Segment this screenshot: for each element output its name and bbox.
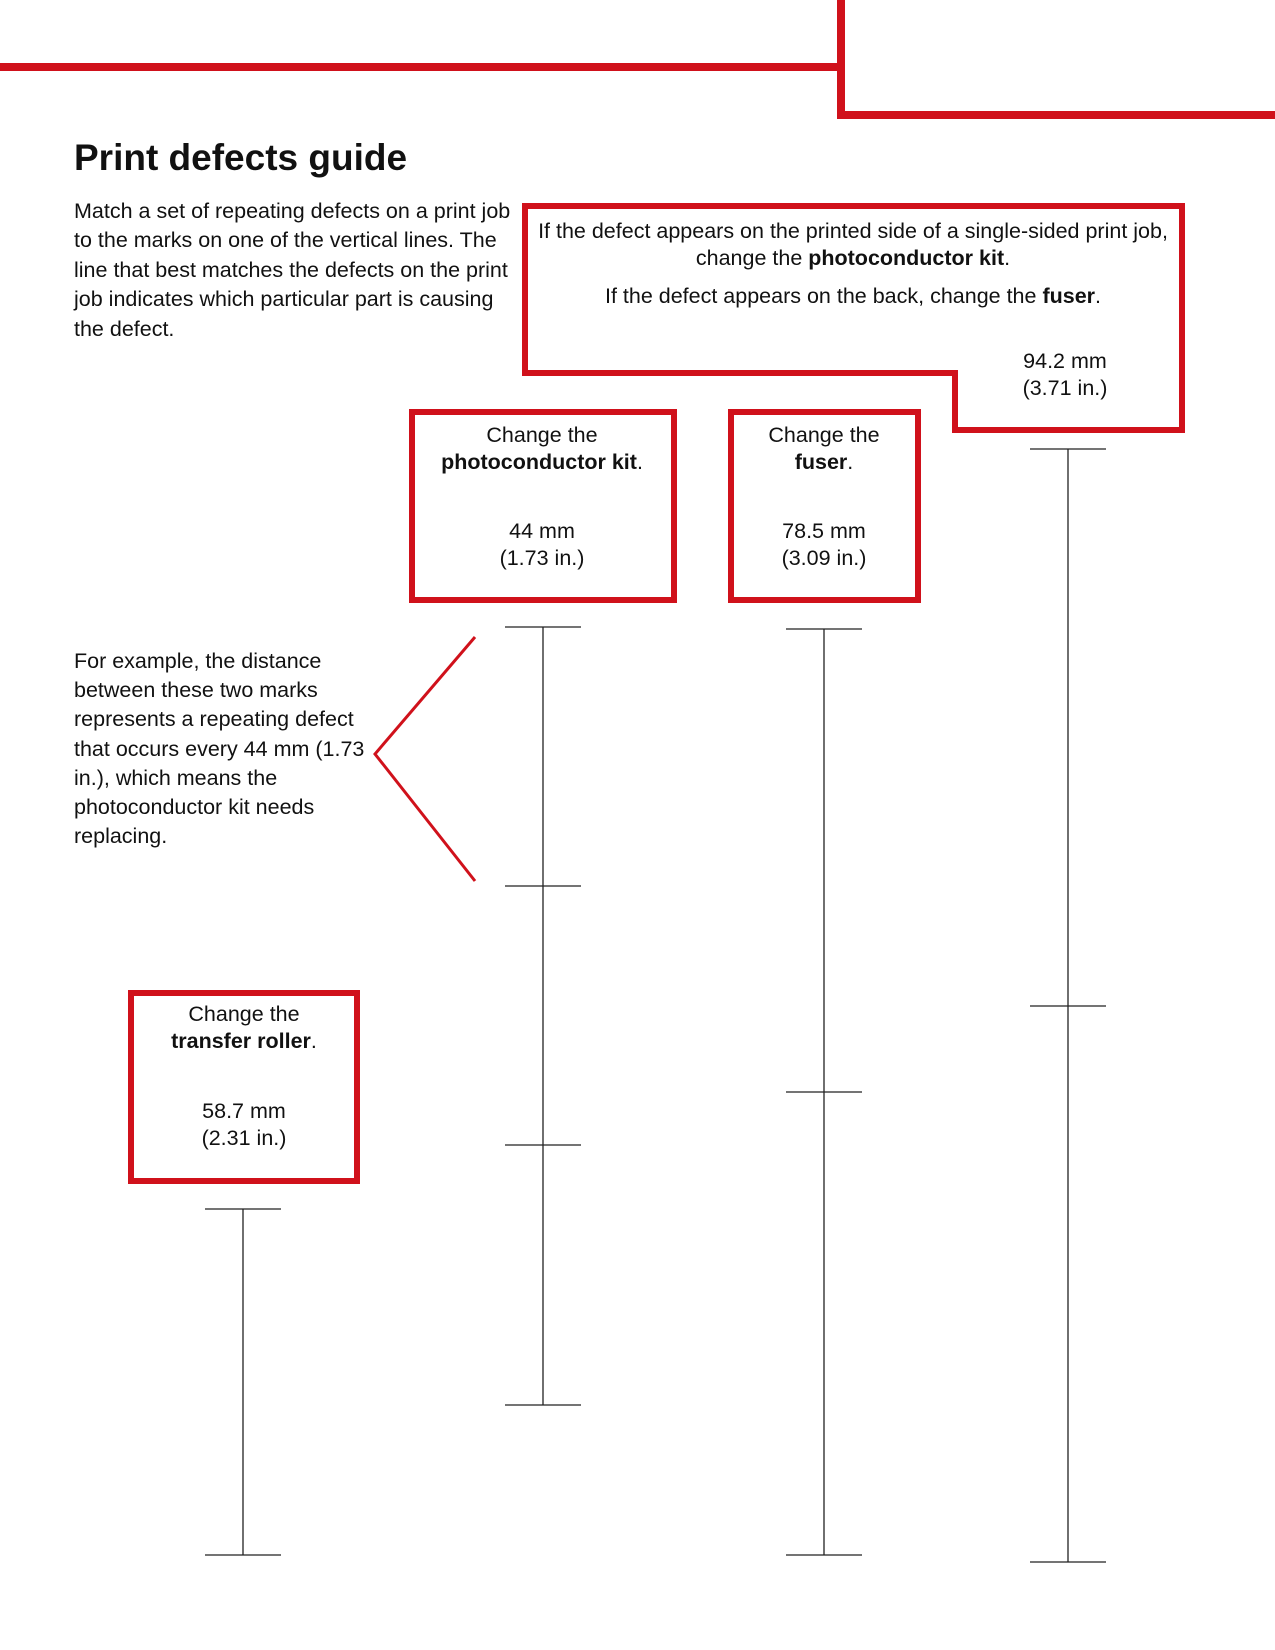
top-callout-line1-part: photoconductor kit [808, 246, 1005, 270]
photoconductor-ruler [505, 627, 581, 1405]
top-callout-line2-text: If the defect appears on the back, change the [604, 284, 1043, 308]
top-callout-measure-mm: 94.2 mm [1023, 349, 1107, 373]
photoconductor-box-suffix: . [636, 450, 643, 474]
transfer-box-suffix: . [310, 1029, 317, 1053]
transfer-box-mm: 58.7 mm [202, 1099, 286, 1123]
fuser-photoconductor-ruler [1030, 449, 1106, 1562]
fuser-box-heading [734, 422, 914, 476]
fuser-box-part: fuser [794, 450, 848, 474]
example-paragraph: For example, the distance between these two marks represents a repeating defect that occurs every 44 mm (1.73 in.), which means the photoconductor kit needs replacing. [74, 649, 365, 849]
transfer-box-heading [134, 1001, 354, 1055]
intro-paragraph: Match a set of repeating defects on a print job to the marks on one of the vertical lines. The line that best matches the defects on the print job indicates which particular part is causing the defect. [74, 199, 511, 341]
transfer-box-in: (2.31 in.) [201, 1126, 287, 1150]
fuser-box-change: Change the [768, 423, 880, 447]
top-callout-line2-suffix: . [1095, 284, 1102, 308]
top-callout-line2-part: fuser [1042, 284, 1096, 308]
top-callout-line1-suffix: . [1004, 246, 1011, 270]
page-title: Print defects guide [74, 137, 408, 178]
top-callout-line2 [528, 283, 1178, 310]
header-rule [0, 0, 841, 67]
fuser-box-suffix: . [847, 450, 854, 474]
transfer-roller-ruler [205, 1209, 281, 1555]
transfer-box-change: Change the [188, 1002, 300, 1026]
top-callout-measure-in: (3.71 in.) [1022, 376, 1108, 400]
photoconductor-box-part: photoconductor kit [441, 450, 637, 474]
photoconductor-box-in: (1.73 in.) [499, 546, 585, 570]
fuser-ruler [786, 629, 862, 1555]
top-callout-measure [990, 348, 1140, 402]
fuser-box-in: (3.09 in.) [781, 546, 867, 570]
transfer-box-part: transfer roller [171, 1029, 311, 1053]
top-callout-line1-text: If the defect appears on the printed side of a single-sided print job, change the [538, 219, 1168, 270]
fuser-box-mm: 78.5 mm [782, 519, 866, 543]
example-bracket [375, 637, 475, 881]
top-callout-line1 [528, 218, 1178, 272]
photoconductor-box-mm: 44 mm [509, 519, 575, 543]
photoconductor-box-heading [414, 422, 670, 476]
photoconductor-box-change: Change the [486, 423, 598, 447]
transfer-box-measure [134, 1098, 354, 1152]
fuser-box-measure [734, 518, 914, 572]
header-rule-right [841, 0, 1275, 115]
photoconductor-box-measure [414, 518, 670, 572]
